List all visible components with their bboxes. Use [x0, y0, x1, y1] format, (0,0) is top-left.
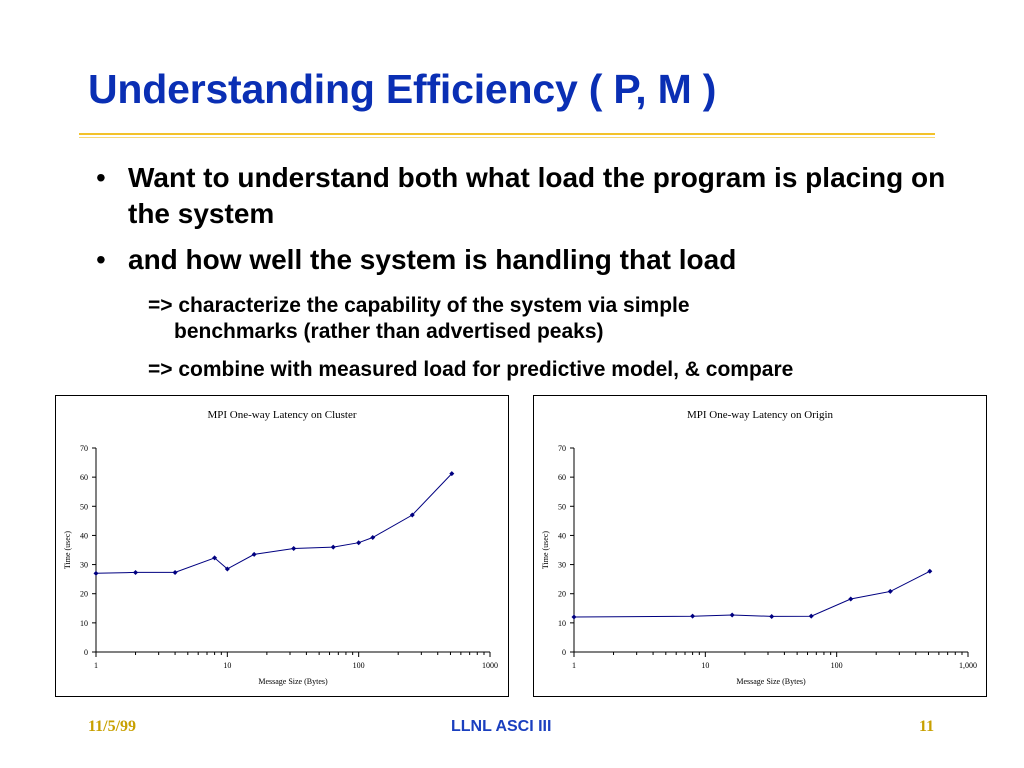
y-tick-label: 60: [558, 473, 566, 483]
y-tick-label: 50: [80, 502, 88, 512]
chart-title: MPI One-way Latency on Origin: [686, 409, 834, 421]
y-tick-label: 10: [80, 618, 88, 628]
cluster-latency-chart-svg: [56, 396, 508, 696]
x-axis-label: Message Size (Bytes): [258, 677, 328, 686]
data-point: [927, 569, 932, 574]
y-tick-label: 70: [80, 444, 88, 453]
y-tick-label: 20: [80, 589, 88, 599]
data-point: [690, 614, 695, 619]
chart-title: MPI One-way Latency on Cluster: [207, 409, 357, 421]
y-tick-label: 30: [558, 560, 566, 570]
y-tick-label: 20: [558, 589, 566, 599]
data-point: [730, 612, 735, 617]
bullet-item: [96, 242, 976, 278]
data-point: [94, 571, 99, 576]
sub-point: [148, 357, 793, 383]
data-point: [370, 535, 375, 540]
data-point: [809, 614, 814, 619]
x-axis-label: Message Size (Bytes): [736, 677, 806, 686]
data-point: [888, 589, 893, 594]
y-tick-label: 10: [558, 618, 566, 628]
data-point: [769, 614, 774, 619]
y-axis-label: Time (usec): [63, 530, 72, 570]
y-tick-label: 0: [84, 648, 88, 657]
slide-title: Understanding Efficiency ( P, M ): [88, 66, 717, 112]
bullet-list: [96, 160, 976, 278]
x-tick-label: 10: [701, 661, 710, 670]
title-rule-shadow: [79, 137, 935, 138]
data-point: [173, 570, 178, 575]
y-tick-label: 40: [80, 531, 88, 541]
x-tick-label: 1000: [482, 661, 498, 670]
sub-point-line: => combine with measured load for predictive model, & compare: [148, 358, 794, 381]
data-point: [331, 545, 336, 550]
y-tick-label: 40: [558, 531, 566, 541]
bullet-icon: •: [96, 244, 106, 275]
cluster-latency-chart: [55, 395, 509, 697]
x-tick-label: 1: [572, 661, 576, 670]
x-tick-label: 100: [352, 661, 365, 670]
bullet-item: [96, 160, 976, 232]
y-tick-label: 30: [80, 560, 88, 570]
x-tick-label: 1: [94, 661, 98, 670]
y-tick-label: 70: [558, 444, 566, 453]
data-point: [291, 546, 296, 551]
series-line: [96, 474, 452, 574]
data-point: [356, 540, 361, 545]
x-tick-label: 1,000: [959, 661, 977, 670]
title-rule: [79, 133, 935, 135]
sub-point-line: => characterize the capability of the system via simple: [148, 294, 690, 317]
sub-point-line: benchmarks (rather than advertised peaks): [174, 320, 604, 343]
y-tick-label: 60: [80, 473, 88, 483]
x-tick-label: 100: [830, 661, 843, 670]
x-tick-label: 10: [223, 661, 232, 670]
data-point: [848, 596, 853, 601]
data-point: [572, 615, 577, 620]
origin-latency-chart-svg: [534, 396, 986, 696]
bullet-text: and how well the system is handling that load: [128, 244, 737, 275]
sub-point: [148, 293, 690, 345]
bullet-icon: •: [96, 162, 106, 193]
y-axis-label: Time (usec): [541, 530, 550, 570]
y-tick-label: 0: [562, 648, 566, 657]
footer-date: 11/5/99: [88, 718, 137, 735]
y-tick-label: 50: [558, 502, 566, 512]
series-line: [574, 571, 930, 617]
bullet-text: Want to understand both what load the program is placing on the system: [128, 162, 946, 229]
footer-page-number: 11: [919, 718, 935, 735]
data-point: [133, 570, 138, 575]
footer-center-label: LLNL ASCI III: [451, 718, 552, 735]
origin-latency-chart: [533, 395, 987, 697]
data-point: [252, 552, 257, 557]
